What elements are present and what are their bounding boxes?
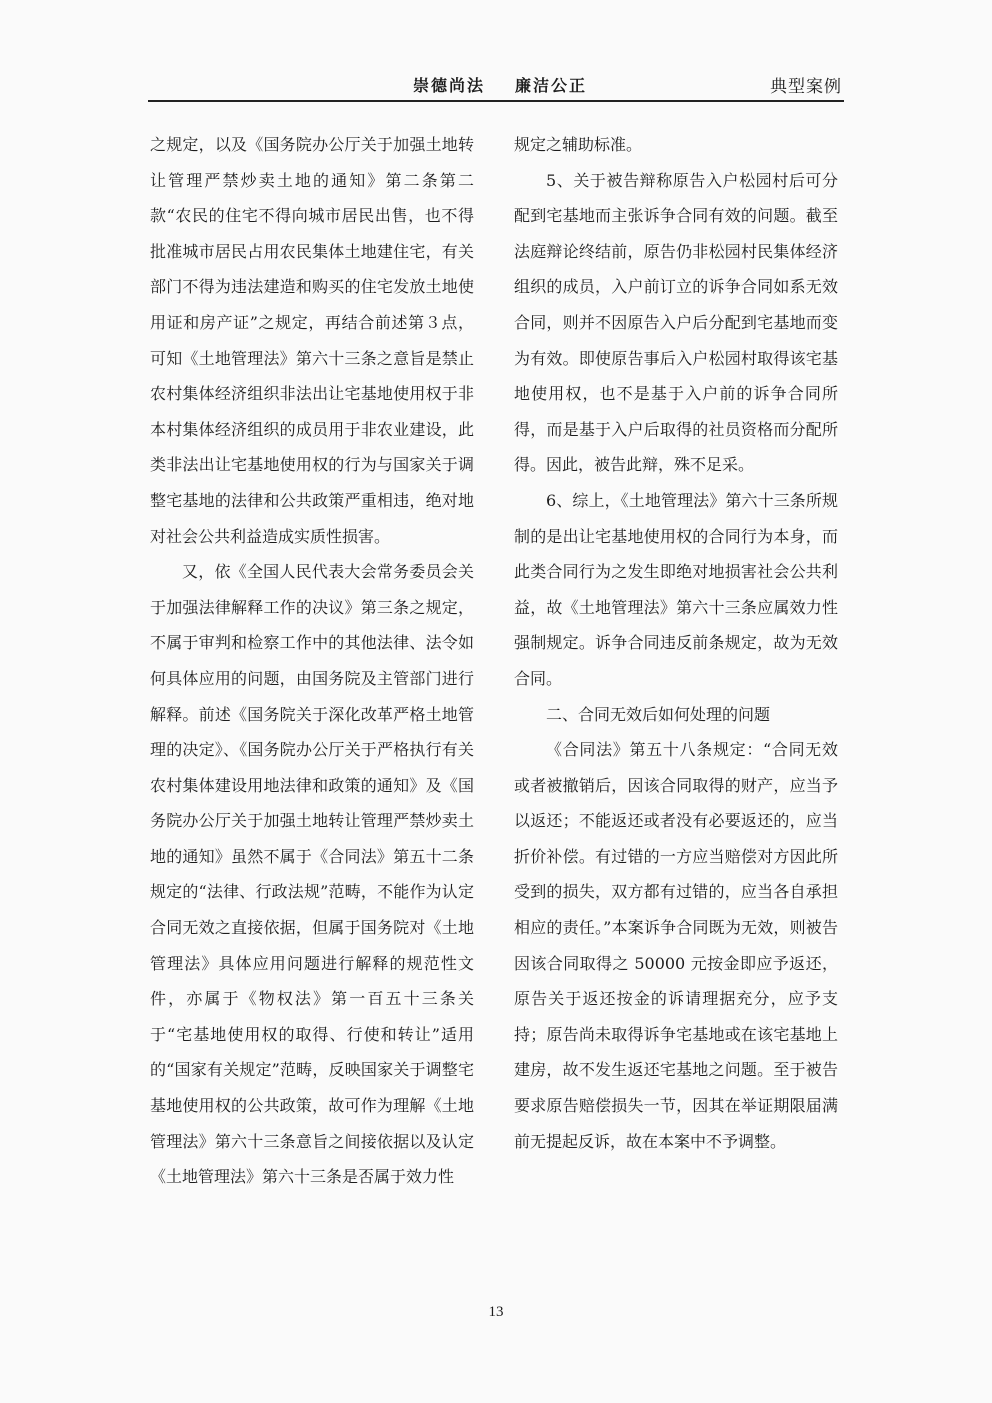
motto-right: 廉洁公正 [515, 76, 588, 95]
section-heading: 二、合同无效后如何处理的问题 [546, 704, 771, 724]
header-motto [413, 73, 617, 96]
paragraph: 5、关于被告辩称原告入户松园村后可分配到宅基地而主张诉争合同有效的问题。截至法庭辩论终结前，原告仍非松园村民集体经济组织的成员，入户前订立的诉争合同如系无效合同，则并不因原告入户后分配到宅基地而变为有效。即使原告事后入户松园村取得该宅基地使用权，也不是基于入户前的诉争合同所得，而是基于入户后取得的社员资格而分配所得。因此，被告此辩，殊不足采。 [514, 170, 838, 475]
page-header [148, 68, 844, 102]
paragraph: 《合同法》第五十八条规定：“合同无效或者被撤销后，因该合同取得的财产，应当予以返还；不能返还或者没有必要返还的，应当折价补偿。有过错的一方应当赔偿对方因此所受到的损失，双方都有过错的，应当各自承担相应的责任。”本案诉争合同既为无效，则被告因该合同取得之 50000 元按金即应予返还，原告关于返还按金的诉请理据充分，应予支持；原告尚未取得诉争宅基地或在该宅基地上建房，故不发生返还宅基地之问题。至于被告要求原告赔偿损失一节，因其在举证期限届满前无提起反诉，故在本案中不予调整。 [514, 740, 838, 1151]
right-column [514, 127, 838, 1159]
paragraph: 规定之辅助标准。 [514, 135, 643, 154]
header-section-title: 典型案例 [770, 77, 842, 97]
left-column [150, 127, 474, 1195]
paragraph: 又，依《全国人民代表大会常务委员会关于加强法律解释工作的决议》第三条之规定，不属于审判和检察工作中的其他法律、法令如何具体应用的问题，由国务院及主管部门进行解释。前述《国务院关于深化改革严格土地管理的决定》、《国务院办公厅关于严格执行有关农村集体建设用地法律和政策的通知》及《国务院办公厅关于加强土地转让管理严禁炒卖土地的通知》虽然不属于《合同法》第五十二条规定的“法律、行政法规”范畴，不能作为认定合同无效之直接依据，但属于国务院对《土地管理法》具体应用问题进行解释的规范性文件，亦属于《物权法》第一百五十三条关于“宅基地使用权的取得、行使和转让”适用的“国家有关规定”范畴，反映国家关于调整宅基地使用权的公共政策，故可作为理解《土地管理法》第六十三条意旨之间接依据以及认定《土地管理法》第六十三条是否属于效力性 [150, 562, 474, 1187]
motto-left: 崇德尚法 [413, 76, 486, 95]
paragraph: 之规定，以及《国务院办公厅关于加强土地转让管理严禁炒卖土地的通知》第二条第二款“农民的住宅不得向城市居民出售，也不得批准城市居民占用农民集体土地建住宅，有关部门不得为违法建造和购买的住宅发放土地使用证和房产证”之规定，再结合前述第３点，可知《土地管理法》第六十三条之意旨是禁止农村集体经济组织非法出让宅基地使用权于非本村集体经济组织的成员用于非农业建设，此类非法出让宅基地使用权的行为与国家关于调整宅基地的法律和公共政策严重相违，绝对地对社会公共利益造成实质性损害。 [150, 135, 474, 546]
page-number: 13 [488, 1304, 504, 1320]
paragraph: 6、综上，《土地管理法》第六十三条所规制的是出让宅基地使用权的合同行为本身，而此类合同行为之发生即绝对地损害社会公共利益，故《土地管理法》第六十三条应属效力性强制规定。诉争合同违反前条规定，故为无效合同。 [514, 490, 838, 688]
